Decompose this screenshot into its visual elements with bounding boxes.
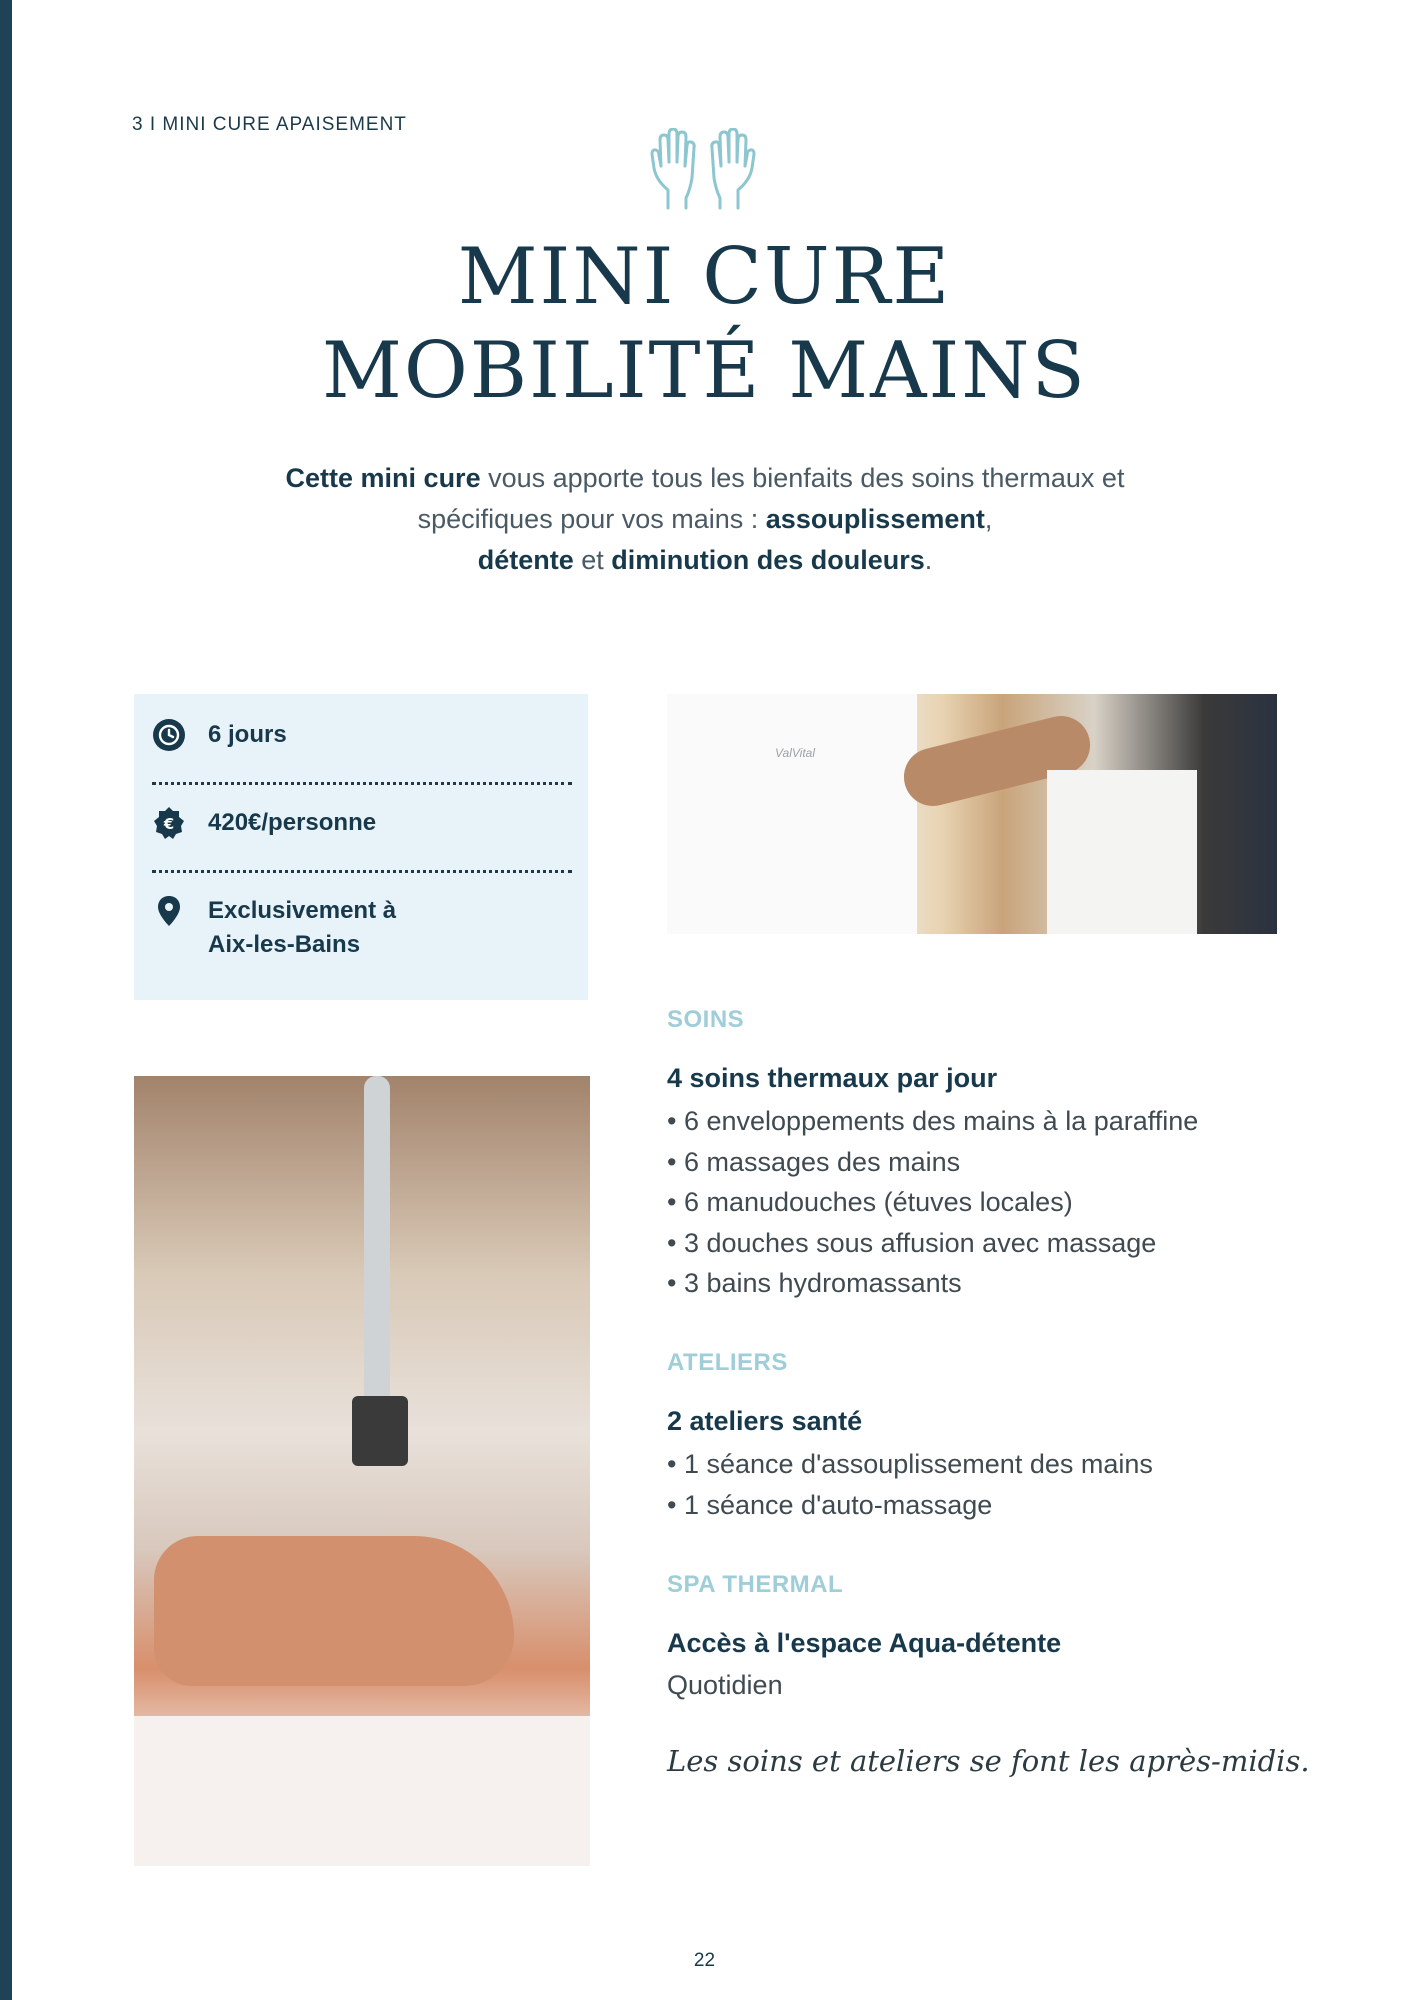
photo-basin: [134, 1716, 590, 1866]
list-item: • 6 massages des mains: [667, 1142, 1198, 1183]
soins-list: [667, 1101, 1198, 1304]
title-line-1: MINI CURE: [457, 232, 952, 322]
list-item: • 6 manudouches (étuves locales): [667, 1182, 1198, 1223]
dotted-divider: [152, 782, 572, 785]
list-item: • 3 bains hydromassants: [667, 1263, 1198, 1304]
location-row: [152, 894, 396, 962]
intro-text-4: .: [924, 545, 933, 575]
intro-text-1: vous apporte tous les bienfaits des soins thermaux et spécifiques pour vos mains :: [417, 463, 1125, 534]
ateliers-subheading: 2 ateliers santé: [667, 1406, 863, 1436]
euro-badge-icon: [152, 806, 186, 840]
location-line-2: Aix-les-Bains: [208, 931, 361, 958]
photo-nozzle-head: [352, 1396, 408, 1466]
info-box: [134, 694, 588, 1000]
location-pin-icon: [152, 894, 186, 928]
intro-paragraph: [260, 458, 1150, 581]
ateliers-list: [667, 1444, 1153, 1525]
photo-robe-area: [667, 694, 917, 934]
schedule-note: Les soins et ateliers se font les après-midis.: [667, 1744, 1310, 1778]
intro-text-3: et: [573, 545, 612, 575]
spa-heading: SPA THERMAL: [667, 1571, 844, 1598]
dotted-divider: [152, 870, 572, 873]
list-item: • 6 enveloppements des mains à la paraffine: [667, 1101, 1198, 1142]
intro-bold-4: diminution des douleurs: [611, 545, 925, 575]
photo-hands: [154, 1536, 514, 1686]
list-item: • 3 douches sous affusion avec massage: [667, 1223, 1198, 1264]
spa-detail: Quotidien: [667, 1670, 783, 1700]
hand-care-photo: [667, 694, 1277, 934]
photo-towel: [1047, 770, 1197, 934]
photo-nozzle-pipe: [364, 1076, 390, 1406]
spa-subheading: Accès à l'espace Aqua-détente: [667, 1628, 1062, 1658]
list-item: • 1 séance d'assouplissement des mains: [667, 1444, 1153, 1485]
intro-text-2: ,: [984, 504, 993, 534]
list-item: • 1 séance d'auto-massage: [667, 1485, 1153, 1526]
intro-bold-2: assouplissement: [765, 504, 985, 534]
page-number: 22: [693, 1950, 716, 1971]
hands-icon: [646, 128, 760, 212]
soins-subheading: 4 soins thermaux par jour: [667, 1063, 998, 1093]
duration-row: [152, 718, 287, 752]
duration-text: 6 jours: [208, 721, 287, 748]
clock-icon: [152, 718, 186, 752]
location-text: [208, 894, 396, 962]
svg-text:€: €: [163, 815, 175, 833]
intro-bold-3: détente: [477, 545, 574, 575]
ateliers-heading: ATELIERS: [667, 1349, 788, 1376]
intro-bold-1: Cette mini cure: [285, 463, 481, 493]
section-label: 3 I MINI CURE APAISEMENT: [132, 114, 407, 135]
page-title: [0, 230, 1409, 418]
price-row: [152, 806, 376, 840]
price-text: 420€/personne: [208, 809, 377, 836]
location-line-1: Exclusivement à: [208, 897, 397, 924]
title-line-2: MOBILITÉ MAINS: [321, 326, 1087, 416]
soins-heading: SOINS: [667, 1006, 745, 1033]
photo-robe-logo: ValVital: [775, 746, 816, 760]
hand-spray-photo: [134, 1076, 590, 1866]
